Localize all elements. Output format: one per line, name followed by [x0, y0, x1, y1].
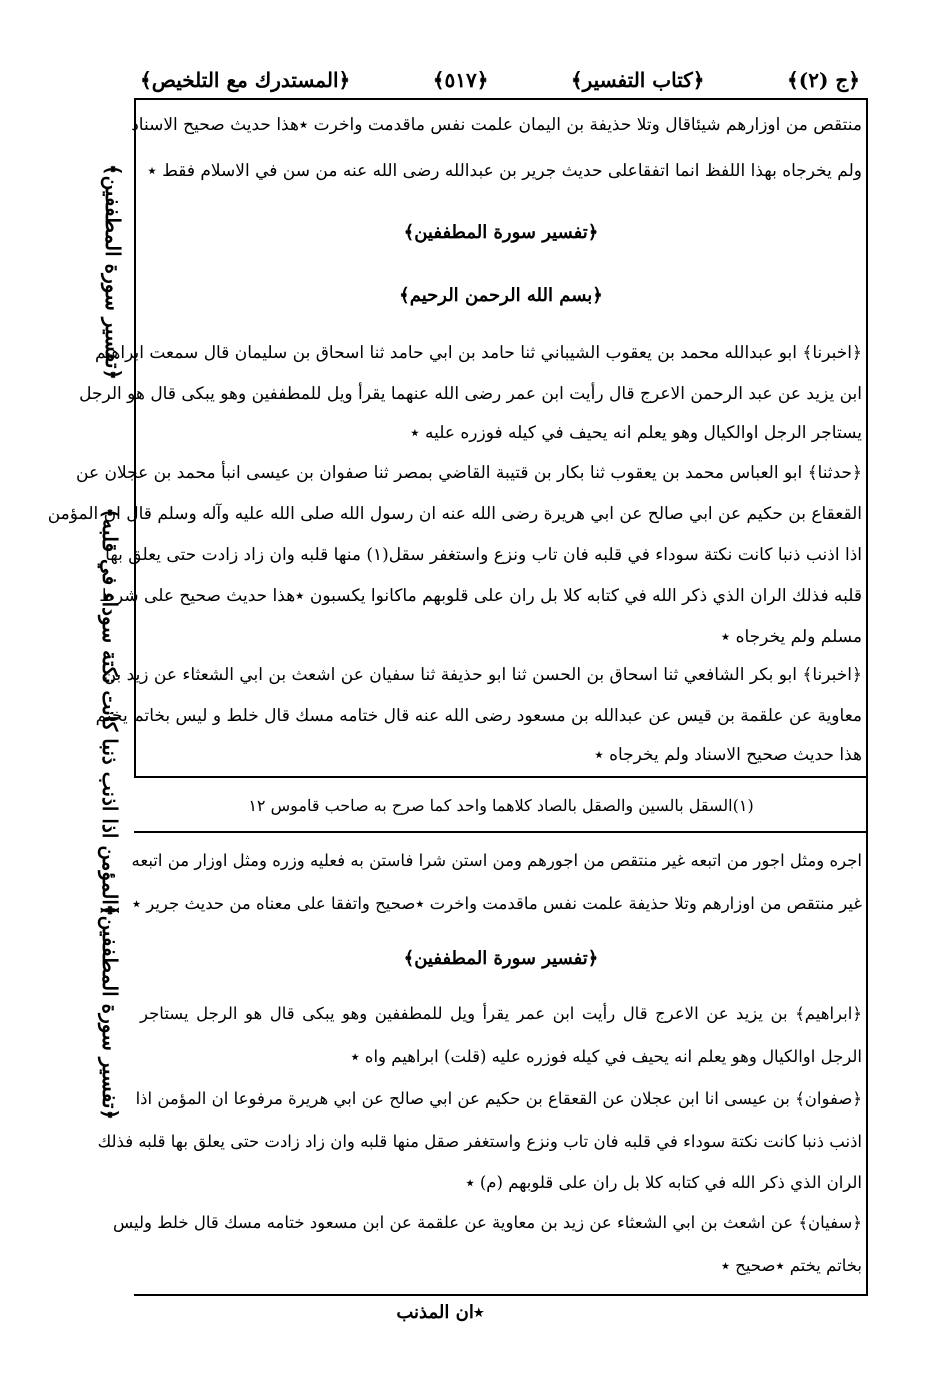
header-page-number: ﴿٥١٧﴾ [432, 68, 489, 92]
text-line: القعقاع بن حكيم عن ابي صالح عن ابي هريرة رضى الله عنه ان رسول الله صلى الله عليه وآله وسلم قال ان المؤمن [47, 504, 862, 524]
header-title: ﴿المستدرك مع التلخيص﴾ [140, 68, 351, 92]
text-line: اذا اذنب ذنبا كانت نكتة سوداء في قلبه فان تاب ونزع واستغفر سقل(١) منها قلبه وان زاد زادت حتى يعلق بها [105, 545, 862, 565]
text-line: هذا حديث صحيح الاسناد ولم يخرجاه ٭ [594, 745, 862, 765]
text-line: الران الذي ذكر الله في كتابه كلا بل ران على قلوبهم (م) ٭ [465, 1173, 862, 1192]
margin-note-3: ﴿تفسير سورة المطففين﴾ [98, 903, 122, 1121]
text-line: ابن يزيد عن عبد الرحمن الاعرج قال رأيت ابن عمر رضى الله عنهما يقرأ ويل للمطففين وهو يبكى قال هو الرجل [79, 384, 862, 404]
basmala-heading: ﴿بسم الله الرحمن الرحيم﴾ [399, 285, 603, 306]
text-line: ﴿ابراهيم﴾ بن يزيد عن الاعرج قال رأيت ابن عمر يقرأ ويل للمطففين وهو يبكى قال هو الرجل يستاجر [140, 1004, 862, 1023]
text-line: ﴿سفيان﴾ عن اشعث بن ابي الشعثاء عن زيد بن معاوية عن علقمة عن ابن مسعود ختامه مسك قال خلط وليس [113, 1213, 862, 1232]
margin-note-1: ﴿تفسير سورة المطففين﴾ [101, 163, 125, 381]
text-line: اجره ومثل اجور من اتبعه غير منتقص من اجورهم ومن استن شرا فاستن به فعليه وزره ومثل اوزار من اتبعه [131, 851, 862, 870]
text-line: ولم يخرجاه بهذا اللفظ انما اتفقاعلى حديث جرير بن عبدالله رضى الله عنه من سن في الاسلام فقط ٭ [147, 161, 862, 181]
text-line: اذنب ذنبا كانت نكتة سوداء في قلبه فان تاب ونزع واستغفر صقل منها قلبه وان زاد زادت حتى يعلق بها قلبه فذلك [97, 1132, 862, 1151]
text-line: منتقص من اوزارهم شيئاقال وتلا حذيفة بن اليمان علمت نفس ماقدمت واخرت ٭هذا حديث صحيح الاسناد [131, 115, 862, 135]
frame-right-rule [866, 98, 868, 1294]
catchword: ٭ان المذنب [396, 1302, 484, 1323]
text-line: قلبه فذلك الران الذي ذكر الله في كتابه كلا بل ران على قلوبهم ماكانوا يكسبون ٭هذا حديث صحيح على شرط [99, 586, 862, 606]
text-line: بخاتم يختم ٭صحيح ٭ [720, 1256, 862, 1275]
frame-bottom-rule [134, 1294, 868, 1296]
text-line: ﴿صفوان﴾ بن عيسى انا ابن عجلان عن القعقاع بن حكيم عن ابي صالح عن ابي هريرة مرفوعا ان المؤمن اذا [135, 1089, 862, 1108]
text-line: يستاجر الرجل اوالكيال وهو يعلم انه يحيف في كيله فوزره عليه ٭ [410, 423, 862, 443]
footnote: (١)السقل بالسين والصقل بالصاد كلاهما واحد كما صرح به صاحب قاموس ١٢ [248, 796, 754, 815]
header-volume: ﴿ج (٢)﴾ [787, 68, 860, 92]
text-line: غير منتقص من اوزارهم وتلا حذيفة علمت نفس ماقدمت واخرت ٭صحيح واتفقا على معناه من حديث جرير ٭ [131, 894, 862, 913]
text-line: ﴿حدثنا﴾ ابو العباس محمد بن يعقوب ثنا بكار بن قتيبة القاضي بمصر ثنا صفوان بن عيسى انبأ محمد بن عجلان عن [76, 463, 862, 483]
text-line: مسلم ولم يخرجاه ٭ [720, 627, 862, 647]
header-book: ﴿كتاب التفسير﴾ [570, 68, 705, 92]
page-header [140, 62, 860, 98]
text-line: ﴿اخبرنا﴾ ابو عبدالله محمد بن يعقوب الشيباني ثنا حامد بن ابي حامد ثنا اسحاق بن سليمان قال سمعت ابراهيم [94, 343, 862, 363]
section-heading: ﴿تفسير سورة المطففين﴾ [403, 222, 599, 243]
text-line: الرجل اوالكيال وهو يعلم انه يحيف في كيله فوزره عليه (قلت) ابراهيم واه ٭ [350, 1047, 862, 1066]
text-line: ﴿اخبرنا﴾ ابو بكر الشافعي ثنا اسحاق بن الحسن ثنا ابو حذيفة ثنا سفيان عن اشعث بن ابي الشعثاء عن زيد بن [103, 665, 862, 685]
text-line: معاوية عن علقمة بن قيس عن عبدالله بن مسعود رضى الله عنه قال ختامه مسك قال خلط و ليس بخاتم يختم [95, 706, 862, 726]
footnote-bottom-rule [134, 831, 868, 833]
section-heading: ﴿تفسير سورة المطففين﴾ [403, 948, 599, 969]
margin-note-2: ﴿المؤمن اذا اذنب ذنبا كانت نكتة سوداء في قلبه﴾ [98, 507, 122, 917]
footnote-top-rule [134, 776, 868, 778]
frame-top-rule [134, 98, 868, 100]
